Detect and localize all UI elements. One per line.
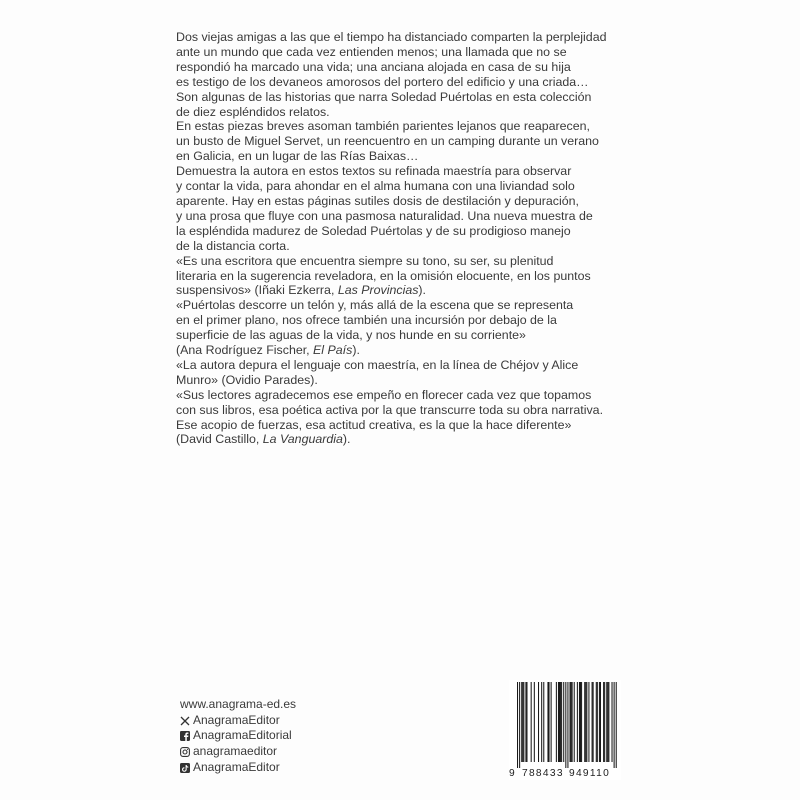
barcode-bar	[586, 682, 587, 762]
barcode-bar	[597, 682, 598, 762]
barcode-first-digit: 9	[509, 768, 515, 779]
quote-end: ).	[352, 343, 360, 358]
barcode-bar	[561, 682, 562, 762]
facebook-row	[180, 728, 296, 744]
review-quote-3: «La autora depura el lenguaje con maestría, en la línea de Chéjov y Alice Munro» (Ovidio Parades).	[176, 357, 579, 387]
quote-source: Las Provincias	[337, 283, 419, 298]
facebook-handle: AnagramaEditorial	[193, 728, 292, 743]
barcode-bar	[563, 682, 564, 762]
barcode-guard-bar	[517, 682, 518, 768]
barcode-bar	[547, 682, 548, 762]
barcode-bar	[585, 682, 586, 762]
barcode-bar	[607, 682, 608, 762]
review-quote-2	[176, 298, 636, 358]
barcode-bar	[549, 682, 550, 762]
barcode-bar	[538, 682, 539, 762]
barcode-guard-bar	[616, 682, 617, 768]
barcode-bar	[522, 682, 523, 762]
x-handle: AnagramaEditor	[193, 712, 280, 727]
quote-source: La Vanguardia	[262, 432, 343, 447]
barcode-bar	[596, 682, 597, 762]
barcode-bar	[560, 682, 561, 762]
synopsis-paragraph-3: Demuestra la autora en estos textos su refinada maestría para observar y contar la vida, para ahondar en el alma humana con una liviandad solo aparente. Hay en estas páginas sutiles dosis de destilación y depuración, y una prosa que fluye con una pasmosa naturalidad. Una nueva muestra de la espléndida madurez de Soledad Puértolas y de su prodigioso manejo de la distancia corta.	[176, 164, 593, 253]
barcode-guard-bar	[567, 682, 568, 768]
barcode-guard-bar	[614, 682, 615, 768]
quote-text: «Puértolas descorre un telón y, más allá de la escena que se representa en el primer plano, nos ofrece también una incursión por debajo de la superficie de las aguas de la vida, y nos hunde en su corriente» (Ana Rodríguez Fischer,	[176, 298, 574, 358]
instagram-icon	[180, 747, 190, 757]
barcode-left-group: 788433	[522, 768, 564, 779]
barcode-bar	[558, 682, 559, 762]
barcode-bar	[608, 682, 609, 762]
instagram-row	[180, 744, 296, 760]
barcode-bar	[606, 682, 607, 762]
synopsis-paragraph-1: Dos viejas amigas a las que el tiempo ha distanciado comparten la perplejidad ante un mundo que cada vez entienden menos; una llamada que no se respondió ha marcado una vida; una anciana alojada en casa de su hija es testigo de los devaneos amorosos del portero del edificio y una criada… Son algunas de las historias que narra Soledad Puértolas en esta colección de diez espléndidos relatos.	[176, 30, 607, 119]
barcode-bars	[509, 680, 621, 768]
tiktok-handle: AnagramaEditor	[193, 759, 280, 774]
barcode-bar	[531, 682, 532, 762]
barcode-bar	[526, 682, 527, 762]
barcode-bar	[581, 682, 582, 762]
barcode-bar	[588, 682, 589, 762]
barcode-right-group: 949110	[569, 768, 611, 779]
barcode-bar	[559, 682, 560, 762]
barcode-bar	[521, 682, 522, 762]
quote-source: El País	[313, 343, 353, 358]
barcode-bar	[580, 682, 581, 762]
barcode-bar	[593, 682, 594, 762]
quote-end: ).	[342, 432, 351, 447]
website-row	[180, 697, 296, 713]
barcode-bar	[543, 682, 544, 762]
barcode-bar	[584, 682, 585, 762]
barcode-bar	[577, 682, 578, 762]
barcode-bar	[604, 682, 605, 762]
barcode-bar	[574, 682, 575, 762]
barcode-bar	[541, 682, 542, 762]
barcode-bar	[556, 682, 557, 762]
barcode-bar	[523, 682, 524, 762]
x-row	[180, 713, 296, 729]
quote-end: ).	[418, 283, 426, 298]
barcode-bar	[571, 682, 572, 762]
synopsis-paragraph-2: En estas piezas breves asoman también parientes lejanos que reaparecen, un busto de Miguel Servet, un reencuentro en un camping durante un verano en Galicia, en un lugar de las Rías Baixas…	[176, 119, 599, 164]
barcode-guard-bar	[565, 682, 566, 768]
barcode-bar	[612, 682, 613, 762]
review-quote-1	[176, 254, 636, 299]
x-logo-icon	[180, 716, 190, 726]
publisher-contacts	[180, 697, 296, 775]
tiktok-icon	[180, 763, 190, 773]
quote-text: «Sus lectores agradecemos ese empeño en florecer cada vez que topamos con sus libros, esa poética activa por la que transcurre toda su obra narrativa. Ese acopio de fuerzas, esa actitud creativa, es la que la hace diferente» (David Castillo,	[176, 387, 604, 447]
barcode-bar	[572, 682, 573, 762]
isbn-barcode	[509, 680, 621, 780]
website-link: www.anagrama-ed.es	[180, 697, 297, 711]
tiktok-row	[180, 760, 296, 776]
barcode-bar	[525, 682, 526, 762]
barcode-guard-bar	[519, 682, 520, 768]
review-quote-4	[176, 388, 636, 448]
barcode-bar	[579, 682, 580, 762]
barcode-bar	[551, 682, 552, 762]
barcode-bar	[534, 682, 535, 762]
instagram-handle: anagramaeditor	[193, 744, 278, 759]
barcode-bar	[592, 682, 593, 762]
quote-text: «Es una escritora que encuentra siempre su tono, su ser, su plenitud literaria en la sugerencia reveladora, en la omisión elocuente, en los puntos suspensivos» (Iñaki Ezkerra,	[176, 253, 591, 298]
barcode-bar	[603, 682, 604, 762]
barcode-bar	[600, 682, 601, 762]
barcode-bar	[599, 682, 600, 762]
facebook-icon	[180, 731, 190, 741]
barcode-bar	[570, 682, 571, 762]
back-cover-blurb	[176, 30, 636, 447]
